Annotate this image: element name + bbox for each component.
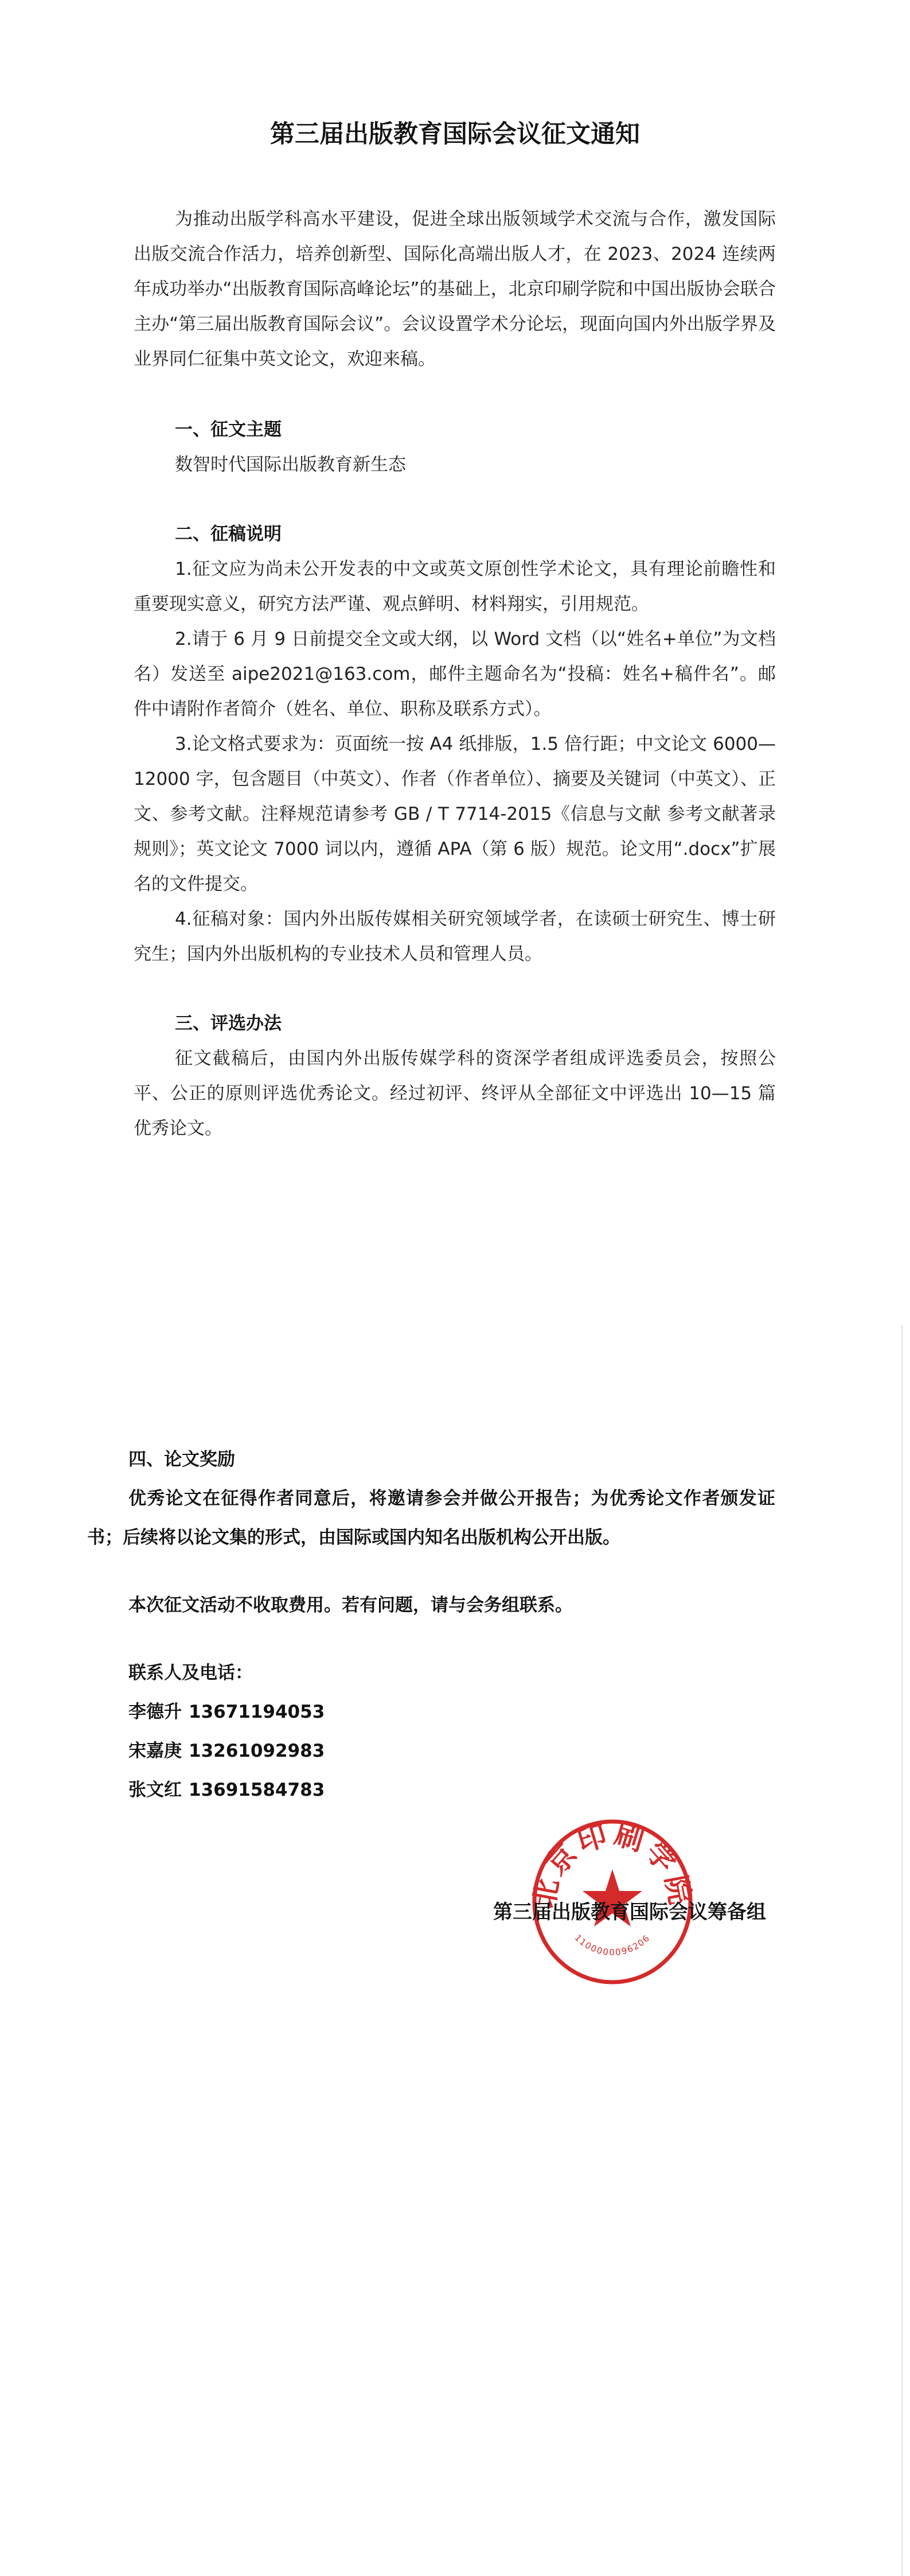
instruction-item-3: 3.论文格式要求为：页面统一按 A4 纸排版，1.5 倍行距；中文论文 6000—12000 字，包含题目（中英文）、作者（作者单位）、摘要及关键词（中英文）、正文、参考文献。注释规范请参考 GB / T 7714-2015《信息与文献 参考文献著录规则》；英文论文 7000 词以内，遵循 APA（第 6 版）规范。论文用“.docx”扩展名的文件提交。 — [134, 734, 776, 894]
theme-heading: 一、征文主题 — [175, 419, 282, 440]
contact-name: 李德升 — [128, 1702, 182, 1722]
instruction-item-1: 1.征文应为尚未公开发表的中文或英文原创性学术论文，具有理论前瞻性和重要现实意义，研究方法严谨、观点鲜明、材料翔实，引用规范。 — [134, 559, 776, 614]
selection-text: 征文截稿后，由国内外出版传媒学科的资深学者组成评选委员会，按照公平、公正的原则评选优秀论文。经过初评、终评从全部征文中评选出 10—15 篇优秀论文。 — [134, 1048, 776, 1139]
intro-paragraph: 为推动出版学科高水平建设，促进全球出版领域学术交流与合作，激发国际出版交流合作活力，培养创新型、国际化高端出版人才，在 2023、2024 连续两年成功举办“出版教育国际高峰论坛”的基础上，北京印刷学院和中国出版协会联合主办“第三届出版教育国际会议”。会议设置学术分论坛，现面向国内外出版学界及业界同仁征集中英文论文，欢迎来稿。 — [134, 209, 776, 369]
selection-heading: 三、评选办法 — [175, 1013, 282, 1034]
awards-heading: 四、论文奖励 — [128, 1449, 235, 1470]
contact-phone: 13261092983 — [189, 1741, 325, 1761]
svg-text:1100000096206: 1100000096206 — [572, 1932, 653, 1958]
contact-name: 宋嘉庚 — [128, 1741, 182, 1761]
contact-phone: 13671194053 — [189, 1702, 325, 1722]
instruction-item-2: 2.请于 6 月 9 日前提交全文或大纲，以 Word 文档（以“姓名+单位”为文档名）发送至 aipe2021@163.com，邮件主题命名为“投稿：姓名+稿件名”。邮件中请附作者简介（姓名、单位、职称及联系方式）。 — [134, 629, 776, 719]
theme-text: 数智时代国际出版教育新生态 — [175, 454, 406, 475]
contact-row — [87, 1770, 775, 1810]
contact-row — [87, 1692, 775, 1731]
notice-body — [134, 202, 776, 1146]
contact-row — [87, 1731, 775, 1770]
organizer-signature: 第三届出版教育国际会议筹备组 — [493, 1901, 766, 1924]
svg-text:北京印刷学院: 北京印刷学院 — [526, 1816, 698, 1910]
contact-phone: 13691584783 — [189, 1780, 325, 1800]
instruction-item-4: 4.征稿对象：国内外出版传媒相关研究领域学者，在读硕士研究生、博士研究生；国内外出版机构的专业技术人员和管理人员。 — [134, 909, 776, 964]
awards-text: 优秀论文在征得作者同意后，将邀请参会并做公开报告；为优秀论文作者颁发证书；后续将以论文集的形式，由国际或国内知名出版机构公开出版。 — [87, 1488, 775, 1548]
page-edge-line — [901, 1325, 903, 2576]
fee-note: 本次征文活动不收取费用。若有问题，请与会务组联系。 — [128, 1595, 573, 1616]
page-title: 第三届出版教育国际会议征文通知 — [270, 120, 640, 149]
notice-footer — [87, 1440, 775, 1810]
contacts-heading: 联系人及电话： — [128, 1663, 253, 1683]
instructions-heading: 二、征稿说明 — [175, 524, 282, 544]
contact-name: 张文红 — [128, 1780, 182, 1800]
